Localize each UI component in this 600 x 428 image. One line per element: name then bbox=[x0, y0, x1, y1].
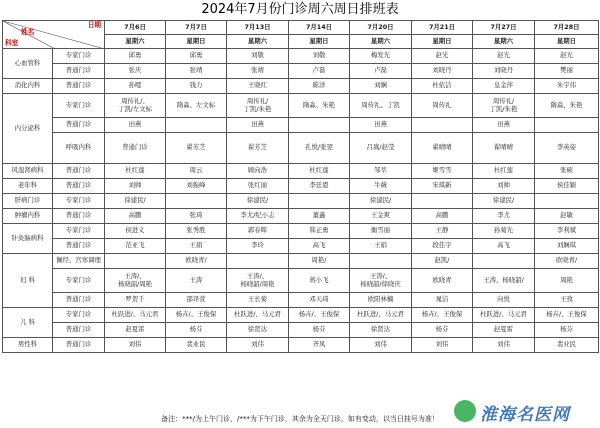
doctor-cell: 杜红莲 bbox=[473, 164, 535, 179]
doctor-cell: 杜跃进/、马元君 bbox=[350, 308, 412, 323]
doctor-cell: 朱宇伟 bbox=[535, 79, 599, 94]
doctor-cell: 王涛 bbox=[166, 269, 227, 293]
doctor-cell: 邓天琦 bbox=[289, 293, 350, 308]
doctor-cell: 周云 bbox=[166, 164, 227, 179]
weekday-header: 星期六 bbox=[350, 35, 412, 49]
doctor-cell: 刘敬 bbox=[227, 49, 289, 64]
doctor-cell: 刘晓丹 bbox=[412, 64, 473, 79]
doctor-cell: 隋淼、朱艳 bbox=[289, 94, 350, 118]
doctor-cell: 张靖 bbox=[166, 64, 227, 79]
table-row bbox=[3, 164, 599, 179]
doctor-cell: 晁洁 bbox=[412, 293, 473, 308]
date-header: 7月28日 bbox=[535, 21, 599, 35]
doctor-cell: 刘娴 bbox=[350, 79, 412, 94]
doctor-cell: 赵夏雷 bbox=[105, 323, 166, 338]
doctor-cell: 张秀胜 bbox=[166, 224, 227, 239]
doctor-cell: 刘伟 bbox=[227, 338, 289, 353]
doctor-cell: 齐凤 bbox=[289, 338, 350, 353]
doctor-cell: 刘振峰 bbox=[166, 179, 227, 194]
doctor-cell: 李尤/纪小志 bbox=[227, 209, 289, 224]
doctor-cell: 王娟 bbox=[350, 239, 412, 254]
clinic-type-cell: 专家门诊 bbox=[53, 308, 105, 323]
doctor-cell: 郭春晖 bbox=[227, 224, 289, 239]
doctor-cell: 田燕 bbox=[350, 118, 412, 133]
date-header: 7月14日 bbox=[289, 21, 350, 35]
table-row bbox=[3, 269, 599, 293]
weekday-header: 星期日 bbox=[289, 35, 350, 49]
department-cell: 针灸脑病科 bbox=[3, 224, 53, 254]
doctor-cell: 赵凯/ bbox=[412, 254, 473, 269]
clinic-type-cell: 普通门诊 bbox=[105, 133, 166, 164]
doctor-cell: 赵敏 bbox=[535, 209, 599, 224]
doctor-cell: 王涛、杨晓韶/ bbox=[473, 269, 535, 293]
table-row bbox=[3, 179, 599, 194]
doctor-cell: 卢磊 bbox=[350, 64, 412, 79]
doctor-cell: 徐贤达 bbox=[227, 323, 289, 338]
doctor-cell: 赵光 bbox=[535, 49, 599, 64]
doctor-cell: 杜红莲 bbox=[289, 164, 350, 179]
doctor-cell bbox=[166, 194, 227, 209]
department-cell: 男性科 bbox=[3, 338, 53, 353]
doctor-cell: 翟芳芝 bbox=[166, 133, 227, 164]
doctor-cell: 吕嵩/赵莹 bbox=[350, 133, 412, 164]
doctor-cell: 李廷恩 bbox=[289, 179, 350, 194]
page-title: 2024年7月份门诊周六周日排班表 bbox=[201, 2, 399, 17]
clinic-type-cell: 普通门诊 bbox=[53, 209, 105, 224]
clinic-type-cell: 专家门诊 bbox=[53, 224, 105, 239]
clinic-type-cell: 普通门诊 bbox=[53, 164, 105, 179]
doctor-cell: 皇金萍 bbox=[473, 79, 535, 94]
doctor-cell: 刘娴琪 bbox=[535, 239, 599, 254]
doctor-cell: 杜跃进/、马元君 bbox=[105, 308, 166, 323]
doctor-cell bbox=[412, 194, 473, 209]
doctor-cell: 邵译萱 bbox=[166, 293, 227, 308]
table-row bbox=[3, 338, 599, 353]
clinic-type-cell: 普通门诊 bbox=[53, 323, 105, 338]
doctor-cell: 张硕 bbox=[535, 164, 599, 179]
department-cell: 老年科 bbox=[3, 179, 53, 194]
table-row bbox=[3, 194, 599, 209]
doctor-cell: 高飞 bbox=[473, 239, 535, 254]
doctor-cell: 欧阳林楠 bbox=[350, 293, 412, 308]
doctor-cell: 刘伟 bbox=[473, 338, 535, 353]
doctor-cell: 李尤 bbox=[473, 209, 535, 224]
table-row bbox=[3, 94, 599, 118]
doctor-cell: 韩正勇 bbox=[289, 224, 350, 239]
table-row bbox=[3, 308, 599, 323]
doctor-cell: 欧晓青/ bbox=[166, 254, 227, 269]
doctor-cell: 杨芬 bbox=[289, 323, 350, 338]
doctor-cell: 赵光 bbox=[412, 49, 473, 64]
doctor-cell bbox=[289, 118, 350, 133]
weekday-header: 星期六 bbox=[473, 35, 535, 49]
header-corner bbox=[3, 21, 105, 49]
department-cell: 妇 科 bbox=[3, 254, 53, 308]
clinic-type-cell: 普通门诊 bbox=[53, 239, 105, 254]
doctor-cell: 侯佳颖 bbox=[535, 179, 599, 194]
doctor-cell: 周传礼/ 丁凯/朱艳 bbox=[227, 94, 289, 118]
doctor-cell bbox=[289, 194, 350, 209]
doctor-cell: 牛薇 bbox=[350, 179, 412, 194]
table-row bbox=[3, 133, 599, 164]
doctor-cell: 王孜 bbox=[535, 293, 599, 308]
doctor-cell: 欧晓青 bbox=[412, 269, 473, 293]
doctor-cell bbox=[535, 118, 599, 133]
doctor-cell: 钱力 bbox=[166, 79, 227, 94]
doctor-cell: 翟晴晴 bbox=[473, 133, 535, 164]
schedule-table bbox=[2, 20, 599, 353]
doctor-cell: 隋淼、左文标 bbox=[166, 94, 227, 118]
doctor-cell: 向悦 bbox=[473, 293, 535, 308]
doctor-cell: 衡雪丽 bbox=[350, 224, 412, 239]
doctor-cell: 孙菊光 bbox=[473, 224, 535, 239]
clinic-type-cell: 专家门诊 bbox=[53, 269, 105, 293]
watermark-text: 淮海名医网 bbox=[480, 405, 570, 425]
clinic-type-cell: 普通门诊 bbox=[53, 179, 105, 194]
doctor-cell: 周传礼/ 丁凯/朱艳 bbox=[473, 94, 535, 118]
doctor-cell: 翟芳芝 bbox=[227, 133, 289, 164]
doctor-cell: 徐建民/ bbox=[473, 194, 535, 209]
doctor-cell: 高鹏 bbox=[412, 209, 473, 224]
doctor-cell: 董鑫 bbox=[289, 209, 350, 224]
doctor-cell: 杨卉/、王俊保 bbox=[289, 308, 350, 323]
doctor-cell: 赵光 bbox=[473, 49, 535, 64]
table-row bbox=[3, 64, 599, 79]
doctor-cell: 王涛/、 杨晓韶/周艳 bbox=[105, 269, 166, 293]
department-cell: 呼吸内科 bbox=[53, 133, 105, 164]
doctor-cell: 邱勇 bbox=[105, 49, 166, 64]
doctor-cell bbox=[412, 118, 473, 133]
department-cell: 消化内科 bbox=[3, 79, 53, 94]
doctor-cell: 周传礼、丁凯 bbox=[350, 94, 412, 118]
doctor-cell: 姬雪雪 bbox=[412, 164, 473, 179]
corner-date-label: 日期 bbox=[87, 21, 101, 29]
doctor-cell: 刘伟 bbox=[105, 338, 166, 353]
clinic-type-cell: 佩经、宫寒调理 bbox=[53, 254, 105, 269]
date-header: 7月13日 bbox=[227, 21, 289, 35]
doctor-cell: 刘晓丹 bbox=[473, 64, 535, 79]
doctor-cell: 卢磊 bbox=[289, 64, 350, 79]
doctor-cell: 梅发光 bbox=[350, 49, 412, 64]
doctor-cell: 田燕 bbox=[105, 118, 166, 133]
doctor-cell: 王金爽 bbox=[350, 209, 412, 224]
table-row bbox=[3, 118, 599, 133]
watermark-icon bbox=[454, 400, 476, 422]
doctor-cell: 李玲 bbox=[227, 239, 289, 254]
doctor-cell: 徐贤达 bbox=[350, 323, 412, 338]
doctor-cell: 罗贺千 bbox=[105, 293, 166, 308]
date-header: 7月7日 bbox=[166, 21, 227, 35]
doctor-cell: 蒋小飞 bbox=[289, 269, 350, 293]
doctor-cell: 翟晴晴 bbox=[412, 133, 473, 164]
department-cell: 心血管科 bbox=[3, 49, 53, 79]
doctor-cell: 刘伟 bbox=[412, 338, 473, 353]
doctor-cell: 裴业民 bbox=[535, 338, 599, 353]
doctor-cell: 隋淼、朱艳 bbox=[535, 94, 599, 118]
clinic-type-cell: 普通门诊 bbox=[53, 338, 105, 353]
doctor-cell: 周传礼/、 丁凯/左文标 bbox=[105, 94, 166, 118]
doctor-cell: 周艳/ bbox=[289, 254, 350, 269]
doctor-cell: 徐建民/ bbox=[105, 194, 166, 209]
doctor-cell: 张琦 bbox=[166, 209, 227, 224]
clinic-type-cell: 专家门诊 bbox=[53, 94, 105, 118]
doctor-cell: 张红丽 bbox=[227, 179, 289, 194]
clinic-type-cell: 普通门诊 bbox=[53, 293, 105, 308]
date-header: 7月20日 bbox=[350, 21, 412, 35]
doctor-cell: 刘敬 bbox=[289, 49, 350, 64]
date-header: 7月6日 bbox=[105, 21, 166, 35]
doctor-cell: 宋琪新 bbox=[412, 179, 473, 194]
doctor-cell: 徐建民/ bbox=[350, 194, 412, 209]
doctor-cell: 裴业民 bbox=[166, 338, 227, 353]
doctor-cell: 王静 bbox=[412, 224, 473, 239]
table-row bbox=[3, 224, 599, 239]
date-header: 7月21日 bbox=[412, 21, 473, 35]
doctor-cell: 樊丽 bbox=[535, 64, 599, 79]
doctor-cell: 邹萃 bbox=[350, 164, 412, 179]
doctor-cell: 欧晓青/ bbox=[535, 254, 599, 269]
doctor-cell: 范亚飞 bbox=[105, 239, 166, 254]
doctor-cell: 陈洋 bbox=[289, 79, 350, 94]
weekday-header: 星期日 bbox=[412, 35, 473, 49]
doctor-cell: 周艳 bbox=[535, 269, 599, 293]
doctor-cell: 顾向浩 bbox=[227, 164, 289, 179]
watermark-logo bbox=[454, 395, 594, 425]
table-row bbox=[3, 239, 599, 254]
doctor-cell: 徐建民/ bbox=[227, 194, 289, 209]
doctor-cell bbox=[473, 254, 535, 269]
weekday-header: 星期六 bbox=[227, 35, 289, 49]
corner-dept-label: 科室 bbox=[5, 38, 19, 47]
doctor-cell: 杨卉/、王俊保 bbox=[535, 308, 599, 323]
table-row bbox=[3, 254, 599, 269]
doctor-cell: 孔悦/张翌 bbox=[289, 133, 350, 164]
clinic-type-cell: 专家门诊 bbox=[53, 49, 105, 64]
doctor-cell: 刘帅 bbox=[473, 179, 535, 194]
doctor-cell: 刘伟 bbox=[350, 338, 412, 353]
table-row bbox=[3, 49, 599, 64]
table-row bbox=[3, 209, 599, 224]
department-cell: 内分泌科 bbox=[3, 94, 53, 164]
doctor-cell: 李英姿 bbox=[535, 133, 599, 164]
doctor-cell: 王娟 bbox=[166, 239, 227, 254]
doctor-cell: 李利斌 bbox=[535, 224, 599, 239]
doctor-cell: 孙嗯 bbox=[105, 79, 166, 94]
doctor-cell bbox=[166, 118, 227, 133]
doctor-cell bbox=[350, 254, 412, 269]
doctor-cell bbox=[105, 254, 166, 269]
doctor-cell: 杨芬 bbox=[412, 323, 473, 338]
doctor-cell: 邱勇 bbox=[166, 49, 227, 64]
doctor-cell: 侯进义 bbox=[105, 224, 166, 239]
weekday-header: 星期日 bbox=[166, 35, 227, 49]
doctor-cell: 杨芬 bbox=[166, 323, 227, 338]
clinic-type-cell: 普通门诊 bbox=[53, 118, 105, 133]
doctor-cell: 赵夏雷 bbox=[473, 323, 535, 338]
doctor-cell: 杜依洁 bbox=[412, 79, 473, 94]
doctor-cell: 王长菊 bbox=[227, 293, 289, 308]
weekday-header: 星期日 bbox=[535, 35, 599, 49]
clinic-type-cell: 专家门诊 bbox=[53, 194, 105, 209]
doctor-cell: 杨卉/、王俊保 bbox=[166, 308, 227, 323]
doctor-cell: 张靖 bbox=[227, 64, 289, 79]
department-cell: 风湿肾病科 bbox=[3, 164, 53, 179]
doctor-cell: 王涛/、 杨晓韶/徐晓庆 bbox=[350, 269, 412, 293]
doctor-cell: 杜跃进/、马元君 bbox=[227, 308, 289, 323]
doctor-cell bbox=[535, 194, 599, 209]
doctor-cell: 杨卉/、王俊保 bbox=[412, 308, 473, 323]
doctor-cell: 王涛/、 杨晓韶/周艳 bbox=[227, 269, 289, 293]
date-header: 7月27日 bbox=[473, 21, 535, 35]
doctor-cell bbox=[227, 254, 289, 269]
doctor-cell: 田燕 bbox=[473, 118, 535, 133]
doctor-cell: 杜红莲 bbox=[105, 164, 166, 179]
table-row bbox=[3, 293, 599, 308]
weekday-header: 星期六 bbox=[105, 35, 166, 49]
footnote: 备注：***/为上午门诊，/***为下午门诊，其余为全天门诊。如有变动，以当日挂号为准！ bbox=[161, 415, 439, 423]
doctor-cell: 刘帅 bbox=[105, 179, 166, 194]
table-row bbox=[3, 79, 599, 94]
doctor-cell: 杨芬 bbox=[535, 323, 599, 338]
department-cell: 儿 科 bbox=[3, 308, 53, 338]
corner-name-label: 姓名 bbox=[21, 28, 35, 36]
doctor-cell: 张庆 bbox=[105, 64, 166, 79]
doctor-cell: 田燕 bbox=[227, 118, 289, 133]
doctor-cell: 段佳宇 bbox=[412, 239, 473, 254]
doctor-cell: 周传礼 bbox=[412, 94, 473, 118]
department-cell: 肿瘤内科 bbox=[3, 209, 53, 224]
department-cell: 肝病门诊 bbox=[3, 194, 53, 209]
doctor-cell: 杜跃进/、马元君 bbox=[473, 308, 535, 323]
table-row bbox=[3, 323, 599, 338]
clinic-type-cell: 普通门诊 bbox=[53, 79, 105, 94]
doctor-cell: 王晓红 bbox=[227, 79, 289, 94]
doctor-cell: 高鹏 bbox=[105, 209, 166, 224]
doctor-cell: 高飞 bbox=[289, 239, 350, 254]
clinic-type-cell: 普通门诊 bbox=[53, 64, 105, 79]
